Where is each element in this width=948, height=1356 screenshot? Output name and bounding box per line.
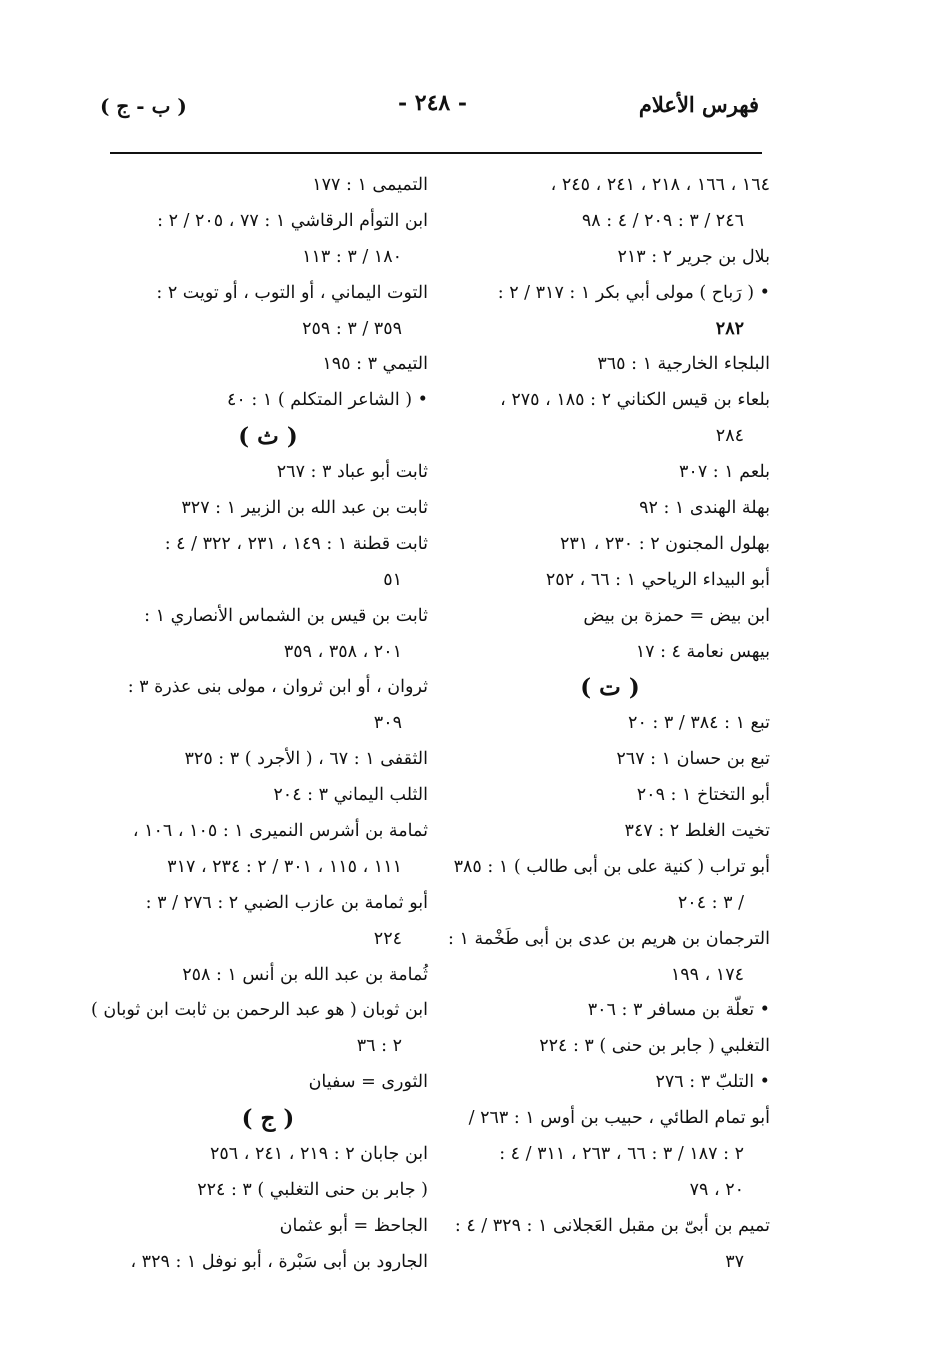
index-entry: الجارود بن أبى سَبْرة ، أبو نوفل ١ : ٣٢٩ ، — [130, 1251, 428, 1272]
index-entry: أبو التختاخ ١ : ٢٠٩ — [636, 785, 770, 806]
index-entry-continuation: ١١١ ، ١١٥ ، ٣٠١ / ٢ : ٢٣٤ ، ٣١٧ — [167, 856, 402, 877]
index-entry: بلعاء بن قيس الكناني ٢ : ١٨٥ ، ٢٧٥ ، — [500, 390, 770, 411]
index-entry: التيمي ٣ : ١٩٥ — [322, 354, 428, 375]
page-header — [100, 88, 765, 132]
index-entry: أبو ثمامة بن عازب الضبي ٢ : ٢٧٦ / ٣ : — [145, 892, 428, 913]
index-entry-continuation: ٢ : ٣٦ — [356, 1036, 402, 1057]
section-heading: ( ج ) — [241, 1105, 295, 1133]
index-entry: التغلبي ( جابر بن حنى ) ٣ : ٢٢٤ — [539, 1036, 770, 1057]
index-entry: بلعم ١ : ٣٠٧ — [679, 462, 770, 483]
index-entry: • ( الشاعر المتكلم ) ١ : ٤٠ — [227, 390, 428, 411]
header-rule — [110, 152, 762, 154]
index-entry: الثقفى ١ : ٦٧ ، ( الأجرد ) ٣ : ٣٢٥ — [184, 749, 428, 770]
index-entry: ثمامة بن أشرس النميرى ١ : ١٠٥ ، ١٠٦ ، — [132, 821, 428, 842]
index-entry: ابن ثوبان ( هو عبد الرحمن بن ثابت ابن ثوبان ) — [90, 1000, 428, 1021]
index-entry: الجاحظ = أبو عثمان — [279, 1215, 428, 1236]
index-entry: ابن التوأم الرقاشي ١ : ٧٧ ، ٢٠٥ / ٢ : — [157, 210, 428, 231]
index-entry-continuation: ٢٨٢ — [715, 318, 744, 339]
index-entry-continuation: ١٨٠ / ٣ : ١١٣ — [302, 246, 402, 267]
page-number: - ٢٤٨ - — [397, 90, 468, 116]
index-entry: أبو تمام الطائي ، حبيب بن أوس ١ : ٢٦٣ / — [468, 1108, 770, 1129]
index-entry-continuation: ٣٠٩ — [373, 713, 402, 734]
index-column-right — [450, 168, 770, 1281]
index-entry: بيهس نعامة ٤ : ١٧ — [635, 641, 770, 662]
index-entry: ثابت بن عبد الله بن الزبير ١ : ٣٢٧ — [181, 498, 428, 519]
index-entry: البلجاء الخارجية ١ : ٣٦٥ — [597, 354, 770, 375]
running-title: فهرس الأعلام — [638, 92, 759, 117]
index-entry-continuation: ٢٠١ ، ٣٥٨ ، ٣٥٩ — [283, 641, 402, 662]
index-entry-continuation: ٣٧ — [725, 1251, 744, 1272]
section-heading: ( ت ) — [580, 674, 640, 702]
index-entry-continuation: ١٧٤ ، ١٩٩ — [670, 964, 744, 985]
index-entry: • التلبّ ٣ : ٢٧٦ — [655, 1072, 770, 1093]
index-entry: • تعلّة بن مسافر ٣ : ٣٠٦ — [587, 1000, 770, 1021]
index-entry: ثروان ، أو ابن ثروان ، مولى بنى عذرة ٣ : — [127, 677, 428, 698]
index-entry: تبع بن حسان ١ : ٢٦٧ — [616, 749, 770, 770]
index-entry-continuation: / ٣ : ٢٠٤ — [677, 892, 744, 913]
index-entry-continuation: ٢٢٤ — [373, 928, 402, 949]
index-entry: أبو البيداء الرياحي ١ : ٦٦ ، ٢٥٢ — [545, 569, 770, 590]
index-entry: تخيت الغلط ٢ : ٣٤٧ — [624, 821, 770, 842]
index-entry: بهلول المجنون ٢ : ٢٣٠ ، ٢٣١ — [559, 533, 770, 554]
index-column-left — [90, 168, 428, 1281]
index-entry-continuation: ٢٠ ، ٧٩ — [689, 1179, 744, 1200]
index-entry-continuation: ٢ : ١٨٧ / ٣ : ٦٦ ، ٢٦٣ ، ٣١١ / ٤ : — [499, 1144, 744, 1165]
index-entry: ثُمامة بن عبد الله بن أنس ١ : ٢٥٨ — [182, 964, 428, 985]
index-entry: ابن بيض = حمزة بن بيض — [583, 605, 770, 626]
index-entry: الثلب اليماني ٣ : ٢٠٤ — [273, 785, 428, 806]
index-entry: الترجمان بن هريم بن عدى بن أبى طَخْمة ١ : — [448, 928, 770, 949]
index-entry: التوت اليماني ، أو التوب ، أو تويت ٢ : — [156, 282, 428, 303]
index-entry: ( جابر بن حنى التغلبي ) ٣ : ٢٢٤ — [197, 1179, 428, 1200]
index-entry-continuation: ٥١ — [383, 569, 402, 590]
index-entry: أبو تراب ( كنية على بن أبى طالب ) ١ : ٣٨٥ — [453, 856, 770, 877]
index-entry: ابن جابان ٢ : ٢١٩ ، ٢٤١ ، ٢٥٦ — [210, 1144, 428, 1165]
index-entry: تبع ١ : ٣٨٤ / ٣ : ٢٠ — [628, 713, 770, 734]
letter-range: ( ب - ج ) — [100, 94, 187, 118]
index-entry: ثابت قطنة ١ : ١٤٩ ، ٢٣١ ، ٣٢٢ / ٤ : — [164, 533, 428, 554]
index-entry: • ( رَباح ) مولى أبي بكر ١ : ٣١٧ / ٢ : — [497, 282, 770, 303]
index-entry: ثابت بن قيس بن الشماس الأنصاري ١ : — [144, 605, 428, 626]
index-entry-continuation: ٣٥٩ / ٣ : ٢٥٩ — [302, 318, 402, 339]
index-entry: بلال بن جرير ٢ : ٢١٣ — [617, 246, 770, 267]
index-entry: بهلة الهندى ١ : ٩٢ — [639, 498, 770, 519]
index-entry: تميم بن أبىّ بن مقبل العَجلانى ١ : ٣٢٩ / ٤ : — [454, 1215, 770, 1236]
index-entry-continuation: ٢٨٤ — [715, 426, 744, 447]
index-entry: الثورى = سفيان — [308, 1072, 428, 1093]
index-entry-continuation: ٢٤٦ / ٣ : ٢٠٩ / ٤ : ٩٨ — [581, 210, 744, 231]
index-entry: التميمى ١ : ١٧٧ — [312, 175, 428, 195]
section-heading: ( ث ) — [238, 423, 298, 451]
index-entry: ١٦٤ ، ١٦٦ ، ٢١٨ ، ٢٤١ ، ٢٤٥ ، — [550, 175, 770, 195]
index-entry: ثابت أبو عباد ٣ : ٢٦٧ — [276, 462, 428, 483]
